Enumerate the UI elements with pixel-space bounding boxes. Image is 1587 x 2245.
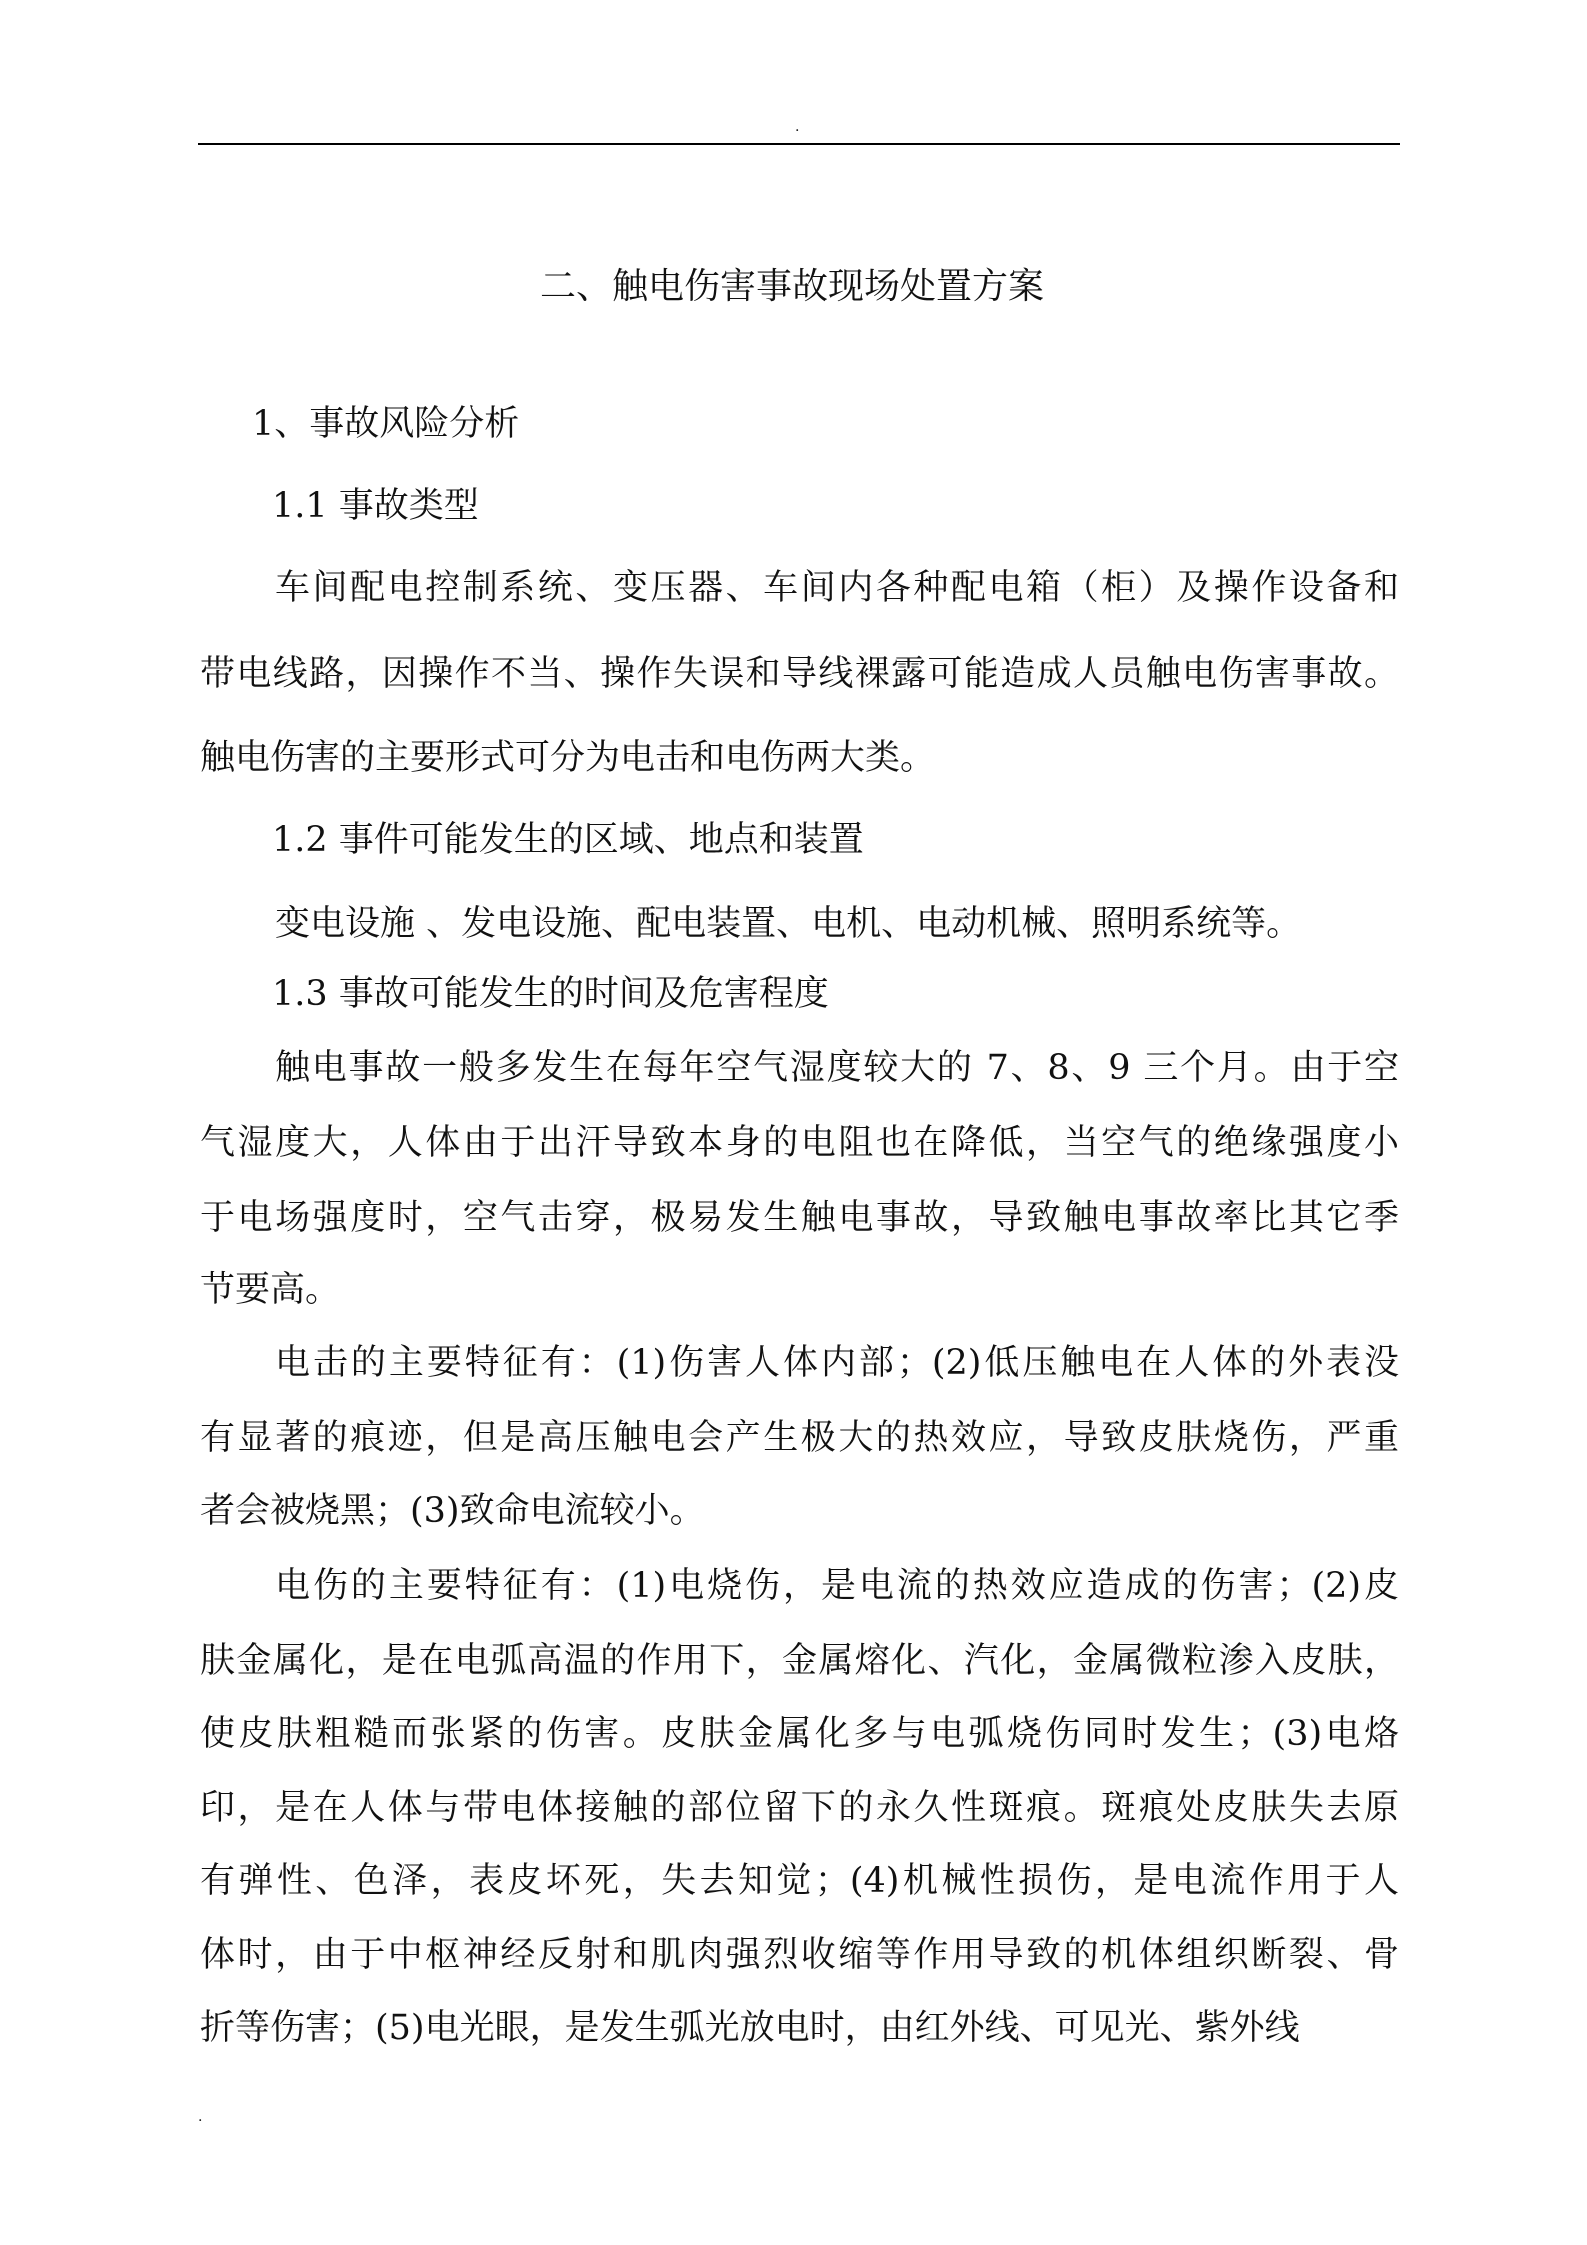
paragraph-line: 者会被烧黑；(3)致命电流较小。 [200, 1491, 705, 1531]
paragraph-line: 带电线路，因操作不当、操作失误和导线裸露可能造成人员触电伤害事故。 [200, 654, 1399, 694]
section-heading-1: 1、事故风险分析 [252, 404, 520, 444]
header-rule [198, 143, 1400, 145]
paragraph-line: 使皮肤粗糙而张紧的伤害。皮肤金属化多与电弧烧伤同时发生；(3)电烙 [200, 1714, 1399, 1754]
page-title: 二、触电伤害事故现场处置方案 [540, 266, 1045, 307]
paragraph-line: 折等伤害；(5)电光眼，是发生弧光放电时，由红外线、可见光、紫外线 [200, 2008, 1300, 2048]
paragraph-line: 肤金属化，是在电弧高温的作用下，金属熔化、汽化，金属微粒渗入皮肤， [200, 1641, 1399, 1681]
paragraph-line: 触电事故一般多发生在每年空气湿度较大的 7、8、9 三个月。由于空 [275, 1048, 1399, 1088]
subsection-heading-1-1: 1.1 事故类型 [272, 486, 479, 526]
paragraph-line: 气湿度大，人体由于出汗导致本身的电阻也在降低，当空气的绝缘强度小 [200, 1123, 1399, 1163]
paragraph-line: 节要高。 [200, 1270, 341, 1310]
paragraph-line: 电击的主要特征有：(1)伤害人体内部；(2)低压触电在人体的外表没 [275, 1343, 1399, 1383]
paragraph-line: 于电场强度时，空气击穿，极易发生触电事故，导致触电事故率比其它季 [200, 1198, 1399, 1238]
header-dot: . [795, 119, 800, 135]
paragraph-line: 印，是在人体与带电体接触的部位留下的永久性斑痕。斑痕处皮肤失去原 [200, 1788, 1399, 1828]
paragraph-line: 有弹性、色泽，表皮坏死，失去知觉；(4)机械性损伤，是电流作用于人 [200, 1861, 1399, 1901]
paragraph-line: 变电设施 、发电设施、配电装置、电机、电动机械、照明系统等。 [275, 904, 1302, 944]
paragraph-line: 电伤的主要特征有：(1)电烧伤，是电流的热效应造成的伤害；(2)皮 [275, 1566, 1399, 1606]
paragraph-line: 车间配电控制系统、变压器、车间内各种配电箱（柜）及操作设备和 [275, 568, 1399, 608]
paragraph-line: 触电伤害的主要形式可分为电击和电伤两大类。 [200, 738, 936, 778]
subsection-heading-1-2: 1.2 事件可能发生的区域、地点和装置 [272, 820, 864, 860]
paragraph-line: 体时，由于中枢神经反射和肌肉强烈收缩等作用导致的机体组织断裂、骨 [200, 1935, 1399, 1975]
paragraph-line: 有显著的痕迹，但是高压触电会产生极大的热效应，导致皮肤烧伤，严重 [200, 1418, 1399, 1458]
subsection-heading-1-3: 1.3 事故可能发生的时间及危害程度 [272, 974, 829, 1014]
footer-dot: . [198, 2109, 203, 2125]
